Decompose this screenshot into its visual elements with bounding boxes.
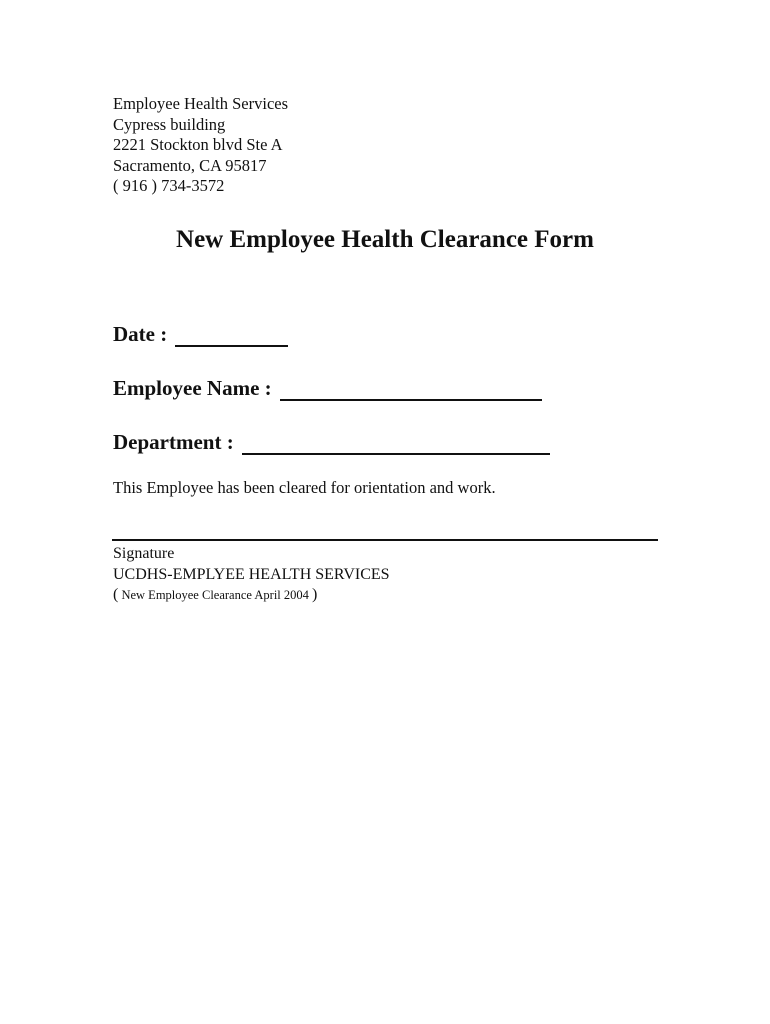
employee-name-field	[113, 371, 542, 401]
org-name: Employee Health Services	[113, 94, 289, 113]
department-field	[113, 425, 550, 455]
building-name: Cypress building	[113, 114, 226, 134]
employee-name-label: Employee Name :	[113, 376, 272, 400]
street-address: 2221 Stockton blvd Ste A	[113, 135, 283, 155]
form-version-note	[113, 585, 390, 606]
open-paren: (	[113, 586, 119, 603]
form-version-text: New Employee Clearance April 2004	[118, 588, 313, 602]
close-paren: )	[312, 586, 318, 603]
department-label: Department :	[113, 430, 234, 454]
signature-block	[113, 544, 390, 606]
department-blank-line	[242, 429, 550, 455]
date-blank-line	[175, 321, 288, 347]
signature-org: UCDHS-EMPLYEE HEALTH SERVICES	[113, 565, 390, 583]
form-title: New Employee Health Clearance Form	[176, 226, 594, 253]
address-block	[113, 94, 288, 197]
date-field	[113, 317, 288, 347]
phone-number: ( 916 ) 734-3572	[113, 176, 225, 196]
employee-name-blank-line	[280, 375, 542, 401]
clearance-statement: This Employee has been cleared for orientation and work.	[113, 478, 496, 497]
signature-line	[112, 539, 658, 541]
date-label: Date :	[113, 322, 168, 346]
signature-label: Signature	[113, 545, 175, 562]
city-state-zip: Sacramento, CA 95817	[113, 155, 267, 175]
